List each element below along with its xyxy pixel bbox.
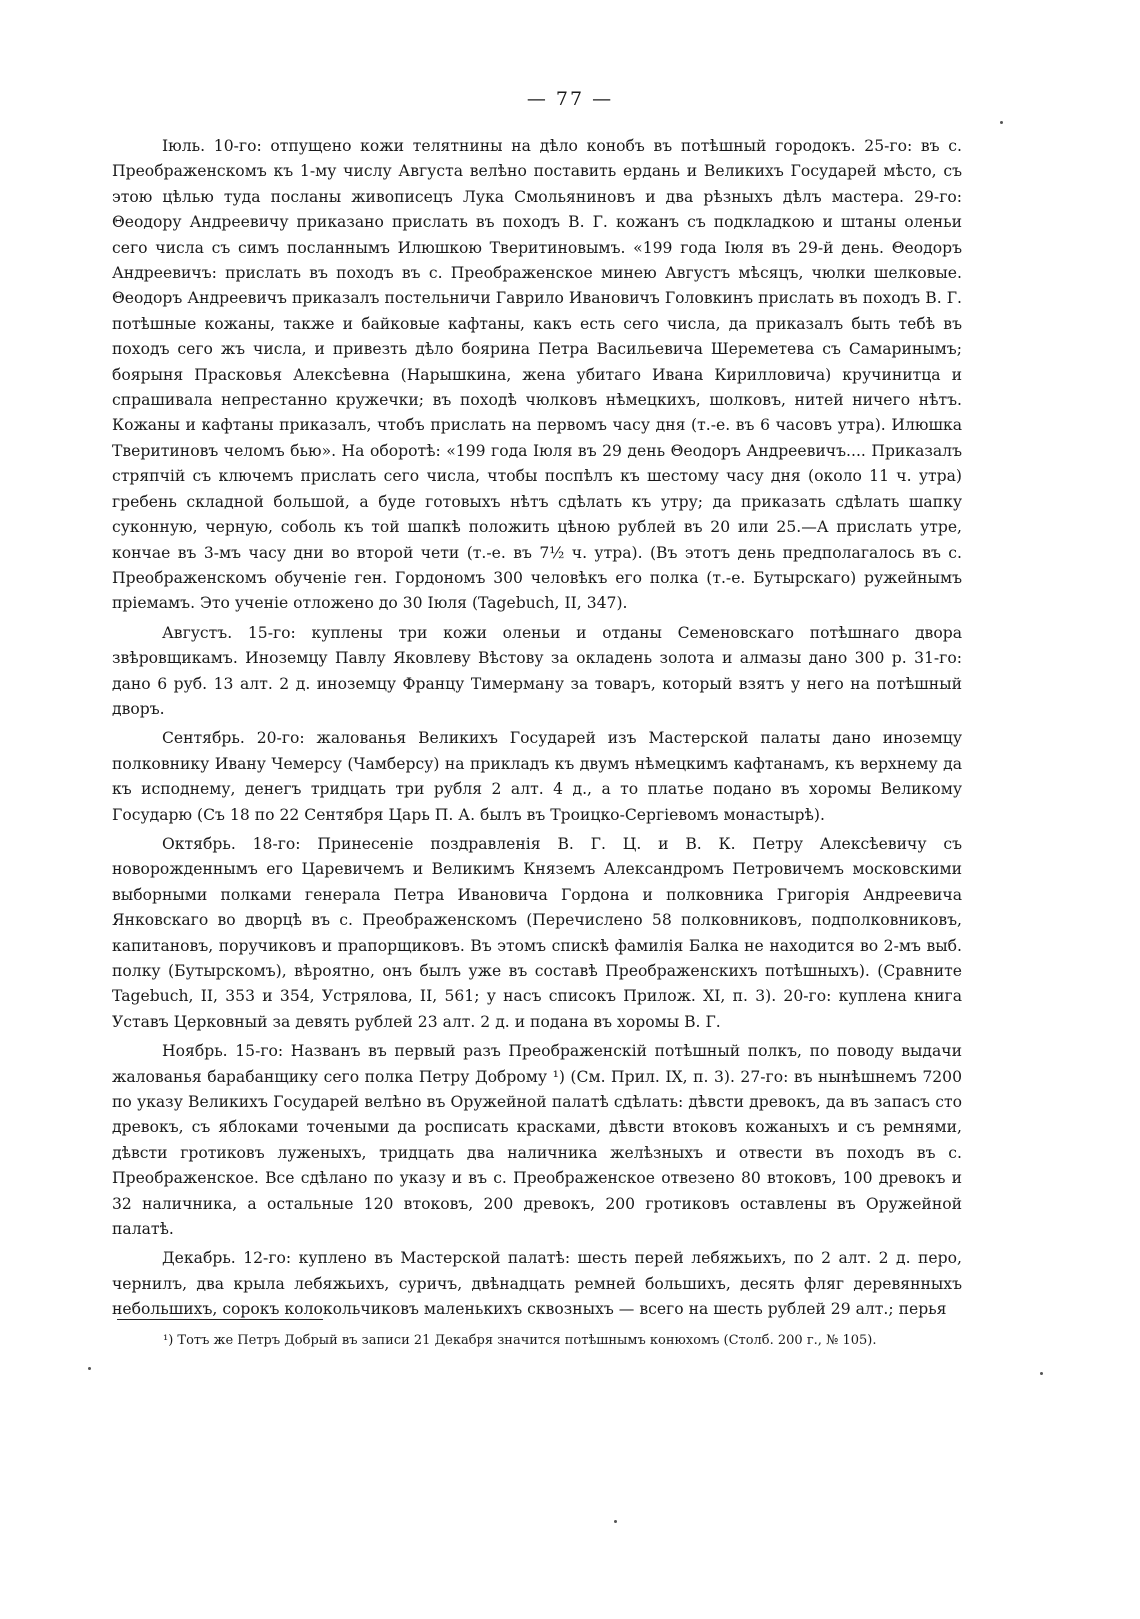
scan-speck (1040, 1372, 1043, 1375)
paragraph-august (112, 621, 962, 723)
scan-speck (1000, 121, 1003, 124)
paragraph-july (112, 134, 962, 617)
paragraph-december (112, 1246, 962, 1322)
paragraph-month-label: Сентябрь. (162, 729, 245, 748)
paragraph-text: 18-го: Принесеніе поздравленія В. Г. Ц. и В. К. Петру Алексѣевичу съ новорожденнымъ его Царевичемъ и Великимъ Княземъ Александромъ Петровичемъ московскими выборными полками генерала Петра Ивановича Гордона и полковника Григорія Андреевича Янковскаго во дворцѣ въ с. Преображенскомъ (Перечислено 58 полковниковъ, подполковниковъ, капитановъ, поручиковъ и прапорщиковъ. Въ этомъ спискѣ фамилія Балка не находится во 2-мъ выб. полку (Бутырскомъ), вѣроятно, онъ былъ уже въ составѣ Преображенскихъ потѣшныхъ). (Сравните Tagebuch, II, 353 и 354, Устрялова, II, 561; у насъ списокъ Прилож. XI, п. 3). 20-го: куплена книга Уставъ Церковный за девять рублей 23 алт. 2 д. и подана въ хоромы В. Г. (112, 834, 962, 1031)
scan-speck (614, 1520, 617, 1523)
paragraph-september (112, 726, 962, 828)
footnote-divider (117, 1319, 323, 1320)
paragraph-text: 12-го: куплено въ Мастерской палатѣ: шесть перей лебяжьихъ, по 2 алт. 2 д. перо, чернилъ, два крыла лебяжьихъ, суричъ, двѣнадцать ремней большихъ, десять фляг деревянныхъ небольшихъ, сорокъ колокольчиковъ маленькихъ сквозныхъ — всего на шесть рублей 29 алт.; перья (112, 1249, 962, 1319)
footnote: ¹) Тотъ же Петръ Добрый въ записи 21 Декабря значится потѣшнымъ конюхомъ (Столб. 200 г., № 105). (163, 1333, 877, 1348)
paragraph-text: 20-го: жалованья Великихъ Государей изъ Мастерской палаты дано иноземцу полковнику Ивану Чемерсу (Чамберсу) на прикладъ къ двумъ нѣмецкимъ кафтанамъ, къ верхнему да къ исподнему, денегъ тридцать три рубля 2 алт. 4 д., а то платье подано въ хоромы Великому Государю (Съ 18 по 22 Сентября Царь П. А. былъ въ Троицко-Сергіевомъ монастырѣ). (112, 729, 962, 824)
paragraph-month-label: Іюль. (162, 137, 206, 155)
body-text (112, 134, 962, 1327)
paragraph-october (112, 832, 962, 1035)
paragraph-text: 15-го: Названъ въ первый разъ Преображенскій потѣшный полкъ, по поводу выдачи жалованья барабанщику сего полка Петру Доброму ¹) (См. Прил. IX, п. 3). 27-го: въ нынѣшнемъ 7200 по указу Великихъ Государей велѣно въ Оружейной палатѣ сдѣлать: дѣвсти древокъ, да въ запасъ сто древокъ, съ яблоками точеными да росписать красками, дѣвсти втоковъ кожаныхъ и съ ремнями, дѣвсти гротиковъ луженыхъ, тридцать два наличника желѣзныхъ и отвести въ походъ въ с. Преображенское. Все сдѣлано по указу и въ с. Преображенское отвезено 80 втоковъ, 100 древокъ и 32 наличника, а остальные 120 втоковъ, 200 древокъ, 200 гротиковъ оставлены въ Оружейной палатѣ. (112, 1042, 962, 1239)
paragraph-text: 10-го: отпущено кожи телятнины на дѣло конобъ въ потѣшный городокъ. 25-го: въ с. Преображенскомъ къ 1-му числу Августа велѣно поставить ердань и Великихъ Государей мѣсто, съ этою цѣлью туда посланы живописецъ Лука Смольяниновъ и два рѣзныхъ дѣлъ мастера. 29-го: Θеодору Андреевичу приказано прислать въ походъ В. Г. кожанъ съ подкладкою и штаны оленьи сего числа съ симъ посланнымъ Илюшкою Тверитиновымъ. «199 года Іюля въ 29-й день. Θеодоръ Андреевичъ: прислать въ походъ въ с. Преображенское минею Августъ мѣсяцъ, чюлки шелковые. Θеодоръ Андреевичъ приказалъ постельничи Гаврило Ивановичъ Головкинъ прислать въ походъ В. Г. потѣшные кожаны, также и байковые кафтаны, какъ есть сего числа, да приказалъ быть тебѣ въ походъ сего жъ числа, и привезть дѣло боярина Петра Васильевича Шереметева съ Самаринымъ; боярыня Прасковья Алексѣевна (Нарышкина, жена убитаго Ивана Кирилловича) кручинитца и спрашивала непрестанно кружечки; въ походѣ чюлковъ нѣмецкихъ, шолковъ, нитей ничего нѣтъ. Кожаны и кафтаны приказалъ, чтобъ прислать на первомъ часу дня (т.-е. въ 6 часовъ утра). Илюшка Тверитиновъ челомъ бью». На оборотѣ: «199 года Іюля въ 29 день Θеодоръ Андреевичъ.... Приказалъ стряпчій съ ключемъ прислать сего числа, чтобы поспѣлъ къ шестому часу дня (около 11 ч. утра) гребень складной большой, а буде готовыхъ нѣтъ сдѣлать къ утру; да приказать сдѣлать шапку суконную, черную, соболь къ той шапкѣ положить цѣною рублей въ 20 или 25.—А прислать утре, кончае въ 3-мъ часу дни во второй чети (т.-е. въ 7½ ч. утра). (Въ этотъ день предполагалось въ с. Преображенскомъ обученіе ген. Гордономъ 300 человѣкъ его полка (т.-е. Бутырскаго) ружейнымъ пріемамъ. Это ученіе отложено до 30 Іюля (Tagebuch, II, 347). (112, 137, 962, 613)
scan-speck (88, 1367, 91, 1370)
paragraph-month-label: Ноябрь. (162, 1042, 228, 1061)
paragraph-text: 15-го: куплены три кожи оленьи и отданы Семеновскаго потѣшнаго двора звѣровщикамъ. Иноземцу Павлу Яковлеву Вѣстову за окладень золота и алмазы дано 300 р. 31-го: дано 6 руб. 13 алт. 2 д. иноземцу Францу Тимерману за товаръ, который взятъ у него на потѣшный дворъ. (112, 623, 962, 718)
paragraph-month-label: Октябрь. (162, 834, 236, 853)
paragraph-november (112, 1039, 962, 1242)
page-number: — 77 — (526, 88, 614, 110)
paragraph-month-label: Декабрь. (162, 1249, 236, 1268)
paragraph-month-label: Августъ. (162, 623, 233, 642)
